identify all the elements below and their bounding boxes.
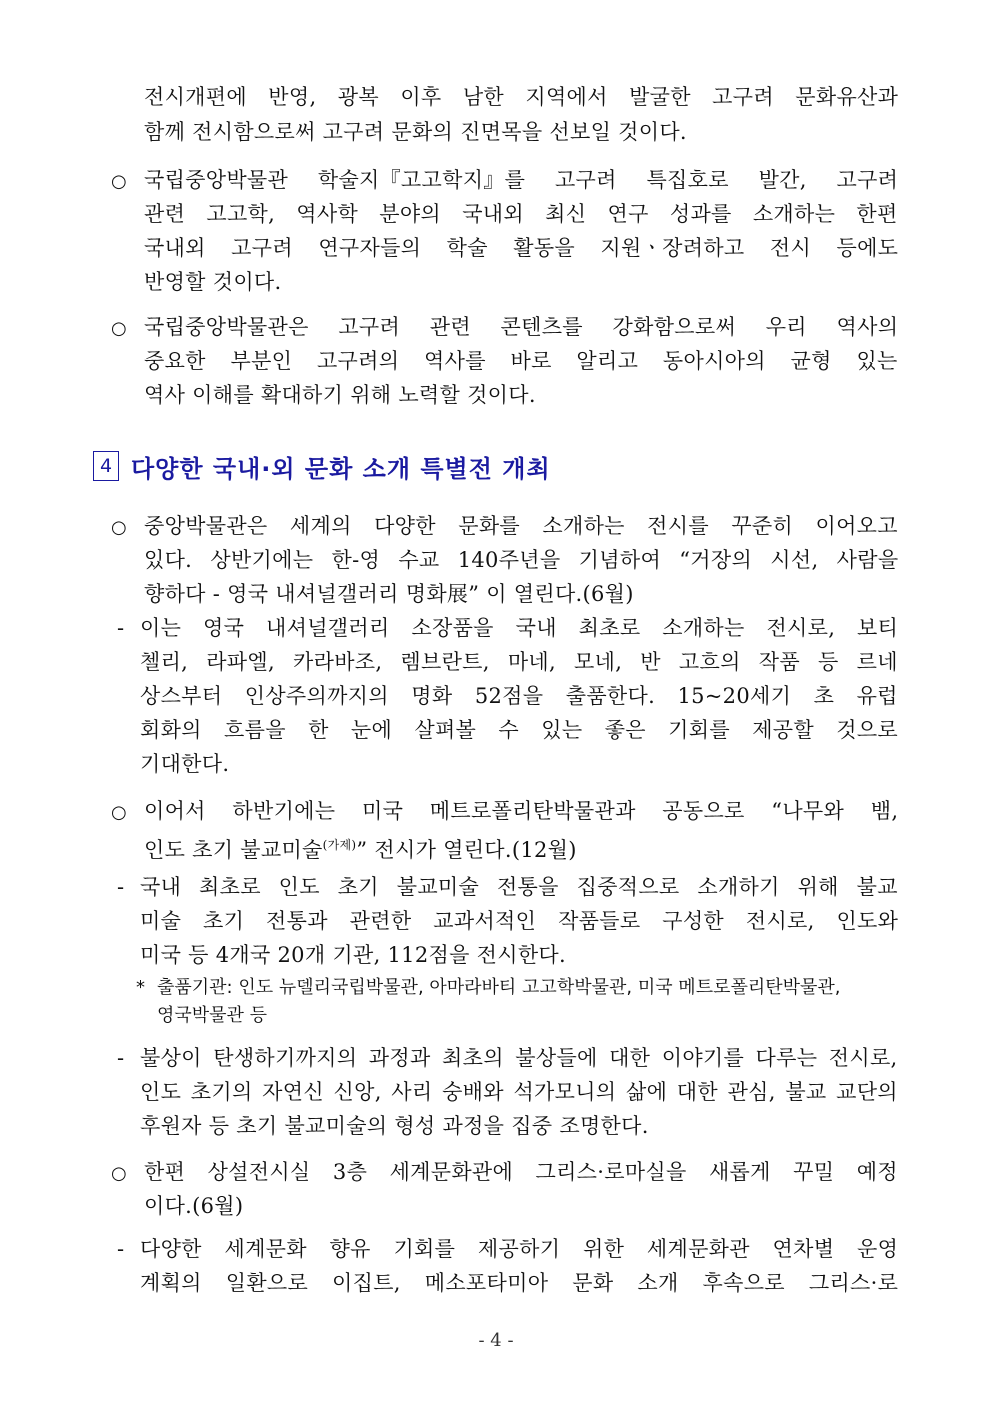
d2-line-1: 국내 최초로 인도 초기 불교미술 전통을 집중적으로 소개하기 위해 불교 xyxy=(140,875,898,899)
bullet-marker: ○ xyxy=(111,1163,127,1184)
dash-marker: - xyxy=(117,875,125,899)
bullet-2-line-2: 중요한 부분인 고구려의 역사를 바로 알리고 동아시아의 균형 있는 xyxy=(144,349,898,373)
section-number: 4 xyxy=(93,451,119,481)
bullet-1-line-4: 반영할 것이다. xyxy=(144,270,282,294)
bullet-1-line-1: 국립중앙박물관 학술지『고고학지』를 고구려 특집호로 발간, 고구려 xyxy=(144,168,899,192)
d3-line-2: 인도 초기의 자연신 신앙, 사리 숭배와 석가모니의 삶에 대한 관심, 불교 교단의 xyxy=(140,1080,898,1104)
p1-line-3: 향하다 - 영국 내셔널갤러리 명화展” 이 열린다.(6월) xyxy=(144,582,634,606)
note-marker: * xyxy=(136,977,145,998)
d1-line-5: 기대한다. xyxy=(140,752,230,776)
section-heading xyxy=(93,446,551,486)
bullet-marker: ○ xyxy=(111,517,127,538)
d1-line-2: 첼리, 라파엘, 카라바조, 렘브란트, 마네, 모네, 반 고흐의 작품 등 르네 xyxy=(140,650,898,674)
d2-line-2: 미술 초기 전통과 관련한 교과서적인 작품들로 구성한 전시로, 인도와 xyxy=(140,909,899,933)
dash-marker: - xyxy=(117,1237,125,1261)
dash-marker: - xyxy=(117,616,125,640)
note-line-2: 영국박물관 등 xyxy=(157,1005,268,1026)
p2-line-2-pre: 인도 초기 불교미술 xyxy=(144,838,323,862)
d3-line-3: 후원자 등 초기 불교미술의 형성 과정을 집중 조명한다. xyxy=(140,1114,649,1138)
page-number: - 4 - xyxy=(478,1330,514,1351)
d2-line-3: 미국 등 4개국 20개 기관, 112점을 전시한다. xyxy=(140,943,566,967)
section-title: 다양한 국내·외 문화 소개 특별전 개최 xyxy=(131,454,551,483)
p3-line-2: 이다.(6월) xyxy=(144,1194,244,1218)
intro-line-2: 함께 전시함으로써 고구려 문화의 진면목을 선보일 것이다. xyxy=(144,120,687,144)
bullet-2-line-1: 국립중앙박물관은 고구려 관련 콘텐츠를 강화함으로써 우리 역사의 xyxy=(144,315,899,339)
bullet-marker: ○ xyxy=(111,802,127,823)
d1-line-1: 이는 영국 내셔널갤러리 소장품을 국내 최초로 소개하는 전시로, 보티 xyxy=(140,616,899,640)
dash-marker: - xyxy=(117,1046,125,1070)
p3-line-1: 한편 상설전시실 3층 세계문화관에 그리스·로마실을 새롭게 꾸밀 예정 xyxy=(144,1160,898,1184)
bullet-marker: ○ xyxy=(111,318,127,339)
tentative-title-note: (가제) xyxy=(322,838,357,852)
d1-line-3: 상스부터 인상주의까지의 명화 52점을 출품한다. 15~20세기 초 유럽 xyxy=(140,684,898,708)
p1-line-1: 중앙박물관은 세계의 다양한 문화를 소개하는 전시를 꾸준히 이어오고 xyxy=(144,514,898,538)
bullet-1-line-3: 국내외 고구려 연구자들의 학술 활동을 지원ㆍ장려하고 전시 등에도 xyxy=(144,236,899,260)
d1-line-4: 회화의 흐름을 한 눈에 살펴볼 수 있는 좋은 기회를 제공할 것으로 xyxy=(140,718,898,742)
p2-line-2-post: ” 전시가 열린다.(12월) xyxy=(356,838,577,862)
note-line-1: 출품기관: 인도 뉴델리국립박물관, 아마라바티 고고학박물관, 미국 메트로폴리탄박물관, xyxy=(157,977,841,998)
intro-line-1: 전시개편에 반영, 광복 이후 남한 지역에서 발굴한 고구려 문화유산과 xyxy=(144,85,899,109)
bullet-marker: ○ xyxy=(111,171,127,192)
d4-line-1: 다양한 세계문화 향유 기회를 제공하기 위한 세계문화관 연차별 운영 xyxy=(140,1237,899,1261)
bullet-2-line-3: 역사 이해를 확대하기 위해 노력할 것이다. xyxy=(144,383,536,407)
bullet-1-line-2: 관련 고고학, 역사학 분야의 국내외 최신 연구 성과를 소개하는 한편 xyxy=(144,202,898,226)
p2-line-2 xyxy=(144,828,577,862)
p1-line-2: 있다. 상반기에는 한-영 수교 140주년을 기념하여 “거장의 시선, 사람을 xyxy=(144,548,899,572)
d3-line-1: 불상이 탄생하기까지의 과정과 최초의 불상들에 대한 이야기를 다루는 전시로, xyxy=(140,1046,898,1070)
d4-line-2: 계획의 일환으로 이집트, 메소포타미아 문화 소개 후속으로 그리스·로 xyxy=(140,1271,899,1295)
p2-line-1: 이어서 하반기에는 미국 메트로폴리탄박물관과 공동으로 “나무와 뱀, xyxy=(144,799,899,823)
